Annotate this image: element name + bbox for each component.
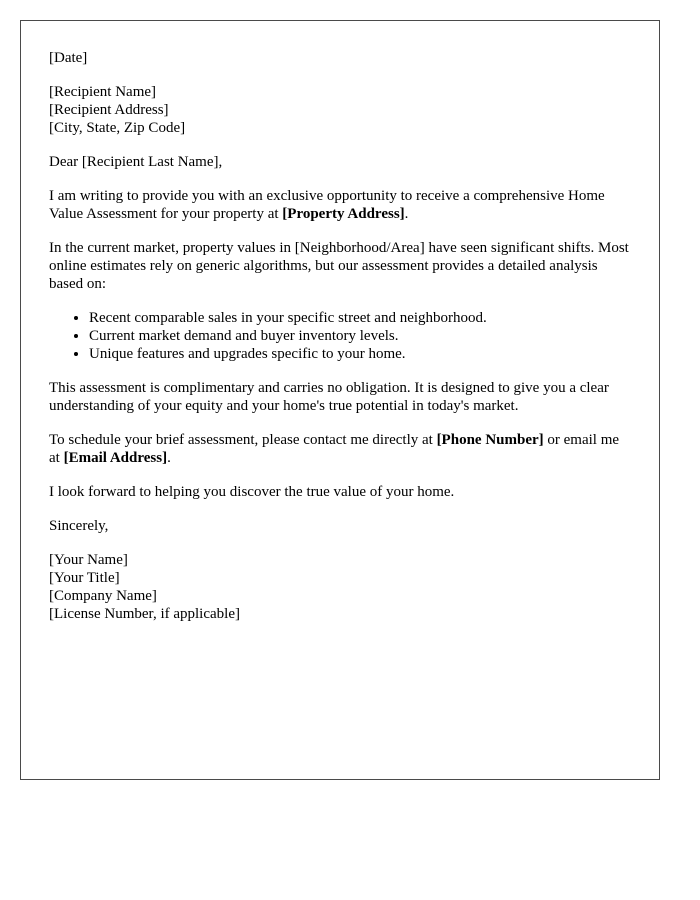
recipient-city-state-zip: [City, State, Zip Code] xyxy=(49,120,186,136)
letter-page xyxy=(20,20,660,780)
signature-license: [License Number, if applicable] xyxy=(49,606,240,622)
contact-paragraph xyxy=(49,431,631,467)
property-address-placeholder: [Property Address] xyxy=(282,206,405,222)
letter-date: [Date] xyxy=(49,50,88,66)
intro-text: I am writing to provide you with an exclusive opportunity to receive a comprehensive Home Value Assessment for your property at xyxy=(49,188,605,222)
contact-text-middle: or email me at xyxy=(49,432,620,466)
intro-paragraph xyxy=(49,187,631,223)
email-address-placeholder: [Email Address] xyxy=(63,450,168,466)
market-paragraph: In the current market, property values in [Neighborhood/Area] have seen significant shifts. Most online estimates rely on generic algorithms, but our assessment provides a detailed analysis based on: xyxy=(49,240,629,292)
contact-text: To schedule your brief assessment, please contact me directly at xyxy=(49,432,437,448)
recipient-block xyxy=(49,83,631,137)
signature-title: [Your Title] xyxy=(49,570,120,586)
signature-name: [Your Name] xyxy=(49,552,128,568)
list-item: • Current market demand and buyer inventory levels. xyxy=(89,327,631,345)
recipient-name: [Recipient Name] xyxy=(49,84,157,100)
closing-line: I look forward to helping you discover the true value of your home. xyxy=(49,484,455,500)
signature-block xyxy=(49,551,631,623)
signature-company: [Company Name] xyxy=(49,588,157,604)
sign-off: Sincerely, xyxy=(49,518,109,534)
intro-end: . xyxy=(404,206,409,222)
phone-number-placeholder: [Phone Number] xyxy=(436,432,544,448)
list-item: • Recent comparable sales in your specific street and neighborhood. xyxy=(89,309,631,327)
recipient-address: [Recipient Address] xyxy=(49,102,169,118)
salutation: Dear [Recipient Last Name], xyxy=(49,154,223,170)
contact-end: . xyxy=(167,450,171,466)
assessment-factors-list xyxy=(49,309,631,363)
list-item: • Unique features and upgrades specific to your home. xyxy=(89,345,631,363)
assessment-paragraph: This assessment is complimentary and carries no obligation. It is designed to give you a clear understanding of your equity and your home's true potential in today's market. xyxy=(49,380,609,414)
